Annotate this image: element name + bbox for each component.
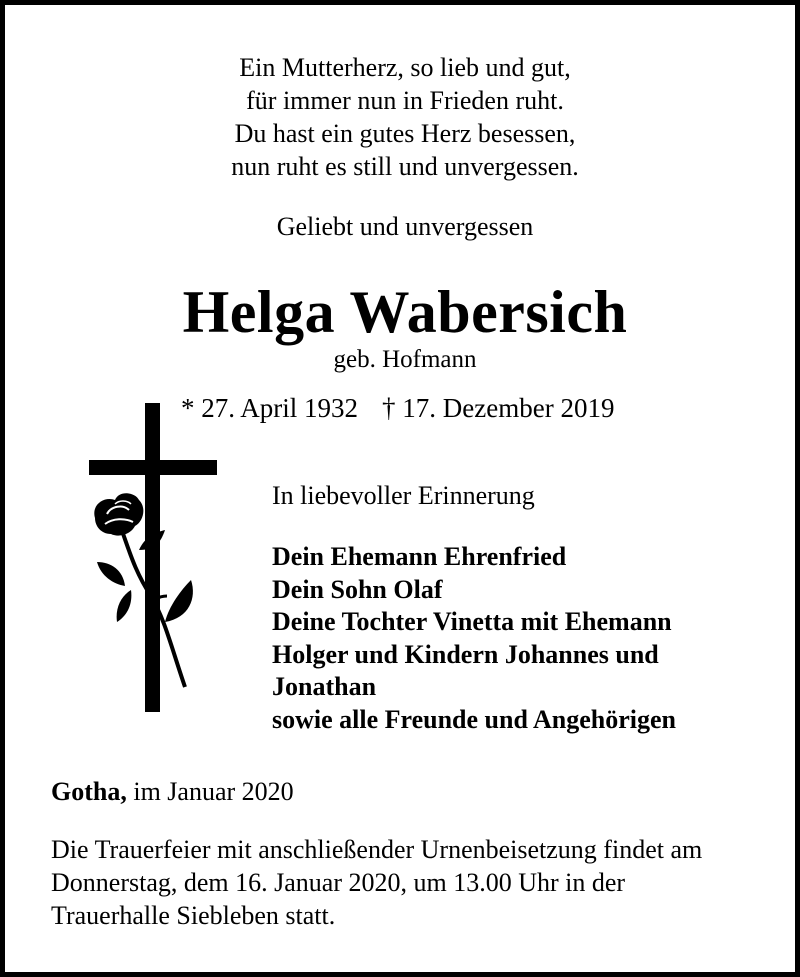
service-line: Donnerstag, dem 16. Januar 2020, um 13.00 Uhr in der	[51, 868, 626, 897]
cross-with-rose-illustration	[85, 400, 225, 715]
mourner-line: Jonathan	[272, 672, 377, 701]
mourner-line: Deine Tochter Vinetta mit Ehemann	[272, 607, 672, 636]
funeral-service-info	[51, 833, 702, 932]
subtitle: Geliebt und unvergessen	[276, 212, 534, 241]
death-date: † 17. Dezember 2019	[382, 393, 615, 423]
memory-line: In liebevoller Erinnerung	[272, 481, 535, 510]
poem-line: Du hast ein gutes Herz besessen,	[234, 119, 576, 148]
cross-icon	[89, 403, 217, 712]
poem-line: Ein Mutterherz, so lieb und gut,	[239, 53, 571, 82]
mourner-line: Holger und Kindern Johannes und	[272, 639, 659, 669]
birth-date: * 27. April 1932	[181, 393, 359, 423]
place-city: Gotha,	[51, 777, 127, 806]
life-dates	[181, 392, 614, 424]
poem-line: für immer nun in Frieden ruht.	[246, 86, 564, 115]
place-and-date	[51, 777, 294, 807]
place-date: im Januar 2020	[126, 777, 294, 806]
maiden-name: geb. Hofmann	[333, 346, 477, 373]
service-line: Trauerhalle Siebleben statt.	[51, 901, 336, 930]
mourners-list	[272, 541, 676, 736]
rose-icon	[94, 493, 193, 687]
mourner-line: Dein Ehemann Ehrenfried	[272, 542, 567, 571]
service-line: Die Trauerfeier mit anschließender Urnenbeisetzung findet am	[51, 835, 703, 864]
deceased-name: Helga Wabersich	[182, 279, 628, 345]
mourner-line: sowie alle Freunde und Angehörigen	[272, 704, 677, 734]
poem-line: nun ruht es still und unvergessen.	[231, 152, 579, 181]
mourner-line: Dein Sohn Olaf	[272, 574, 443, 604]
poem	[5, 51, 800, 183]
